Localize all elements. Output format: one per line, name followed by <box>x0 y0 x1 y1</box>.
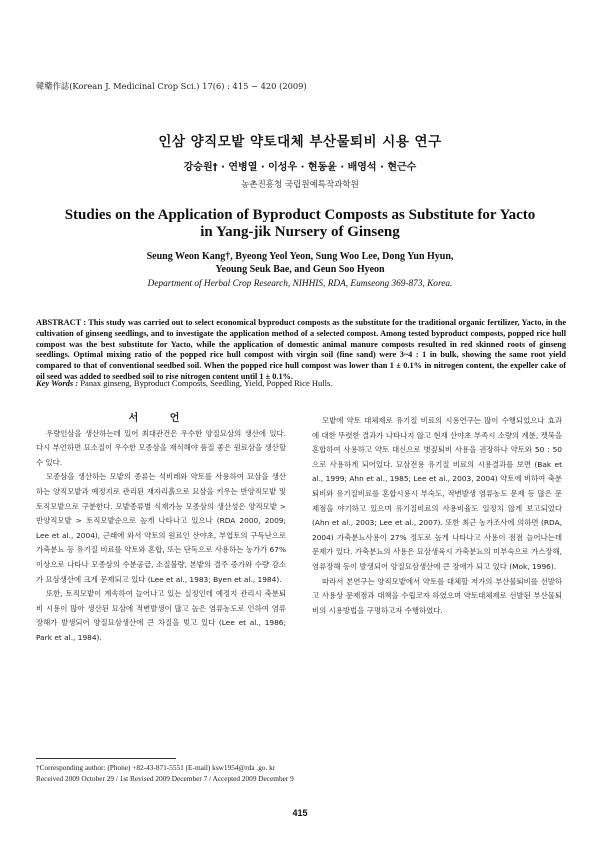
korean-title: 인삼 양직모밭 약토대체 부산물퇴비 시용 연구 <box>158 134 442 150</box>
english-authors-line-2: Yeoung Seuk Bae, and Geun Soo Hyeon <box>215 264 385 275</box>
body-paragraph: 모밭에 약토 대체제로 유기질 비료의 시용연구는 많이 수행되었으나 효과에 대한 뚜렷한 결과가 나타나지 않고 현재 산야초 부족시 소량의 계분, 켓묵을 혼합하여 사용하고 약토 대신으로 볏짚퇴비 사용을 권장하나 약토와 50 : 50으로 사용하게 되어있다. 묘삼전용 유기질 비료의 시용결과를 보면 (Bak et al., 1999; Ahn et al., 1985; Lee et al., 2003, 2004) 약토에 비하여 축분퇴비와 유기질비료를 혼합시용시 부숙도, 적변발생 염류농도 문제 등 많은 문제점을 야기하고 있으며 유기질비료의 사용비율도 일정치 않게 보고되었다 (Ahn et al., 2003; Lee et al., 2007). 또한 최근 농가조사에 의하면 (RDA, 2004) 가축분뇨사용이 27% 정도로 높게 나타나고 사용이 점점 늘어나는데 문제가 있다. 가축분뇨의 사용은 묘삼생육시 가축분뇨의 미부숙으로 가스장해, 염류장해 등이 발생되어 양질묘삼생산에 큰 장애가 되고 있다 (Mok, 1996). <box>312 416 562 571</box>
page-number: 415 <box>292 808 308 818</box>
english-title <box>0 207 600 241</box>
footnote-corresponding-author: †Corresponding author: (Phone) +82-43-871-5551 (E-mail) ksw1954@rda .go. kr <box>36 763 276 772</box>
section-heading-introduction: 서 언 <box>128 413 194 424</box>
body-paragraph: 또한, 토직모밭이 계속하여 늘어나고 있는 실정인데 예정지 관리시 축분퇴비 시용이 많아 생산된 묘삼에 적변발생이 많고 높은 염류농도로 인하여 염류장해가 발생되어 양질묘삼생산에 큰 차질을 빚고 있다 (Lee et al., 1986; Park et al., 1984). <box>36 589 286 642</box>
footnote-received-dates: Received 2009 October 29 / 1st Revised 2009 December 7 / Accepted 2009 December 9 <box>36 774 294 783</box>
abstract: ABSTRACT : This study was carried out to select economical byproduct composts as the substitute for the traditional organic fertilizer, Yacto, in the cultivation of ginseng seedlings, and to investigate the application method of a selected compost. Among tested byproduct composts, popped rice hull compost was the best substitute for Yacto, while the application of domestic animal manure composts resulted in red skinned roots of ginseng seedlings. Optimal mixing ratio of the popped rice hull compost with virgin soil (fine sand) were 3~4 : 1 in bulk, showing the same root yield compared to that of conventional seedbed soil. When the popped rice hull compost was lower than 1 ± 0.1% in nitrogen content, the expeller cake of oil seed was added to seedbed soil to rise nitrogen content until 1 ± 0.1%. <box>36 318 566 381</box>
english-title-line-1: Studies on the Application of Byproduct Composts as Substitute for Yacto <box>64 207 536 223</box>
body-column-left <box>36 412 286 646</box>
body-paragraph: 우량인삼을 생산하는데 있어 최대관건은 우수한 양질묘삼의 생산에 있다. 다시 부언하면 묘소질이 우수한 모종삼을 재식해야 품질 좋은 원료삼을 생산할 수 있다. <box>36 428 286 467</box>
english-affiliation: Department of Herbal Crop Research, NIHHIS, RDA, Eumseong 369-873, Korea. <box>147 279 453 289</box>
english-title-line-2: in Yang-jik Nursery of Ginseng <box>200 224 400 240</box>
journal-citation: 韓藥作誌(Korean J. Medicinal Crop Sci.) 17(6) : 415 − 420 (2009) <box>36 81 307 91</box>
body-column-right <box>312 414 562 618</box>
footnote-divider <box>36 758 176 759</box>
english-authors <box>0 250 600 276</box>
english-authors-line-1: Seung Weon Kang†, Byeong Yeol Yeon, Sung Woo Lee, Dong Yun Hyun, <box>146 251 454 262</box>
body-paragraph: 모종삼을 생산하는 모밭의 종류는 석비레와 약토를 사용하여 묘삼을 생산하는 양직모밭과 예정지로 관리된 재자리흙으로 묘삼을 키우는 반양직모밭 및 토직모밭으로 구분한다. 모밭종류별 식재가능 모종삼의 생산성은 양직모밭 > 반양직모밭 > 토직모밭순으로 높게 나타나고 있으나 (RDA 2000, 2009; Lee et al., 2004), 근래에 와서 약토의 원료인 산야초, 부엽토의 구득난으로 가축분뇨 등 유기질 비료를 약토와 혼합, 또는 단독으로 사용하는 농가가 67% 이상으로 나타나 모종삼의 수분공급, 소질불량, 본밭의 결주 증가와 수량 감소가 묘삼생산에 크게 문제되고 있다 (Lee et al., 1983; Byen et al., 1984). <box>36 472 286 584</box>
keywords <box>36 378 566 388</box>
body-paragraph: 따라서 본연구는 양직모밭에서 약토를 대체할 저가의 부산물퇴비를 선발하고 사용상 문제점과 대책을 수립코자 하였으며 약토대체제로 선발된 부산물퇴비의 시용방법을 구명하고자 수행하였다. <box>312 576 562 615</box>
korean-affiliation: 농촌진흥청 국립원예특작과학원 <box>241 180 359 190</box>
korean-authors: 강승원† · 연병열 · 이성우 · 현동윤 · 배영석 · 현근수 <box>183 162 417 173</box>
keywords-text: Panax ginseng, Byproduct Composts, Seedling, Yield, Popped Rice Hulls. <box>80 378 333 388</box>
keywords-label: Key Words : <box>36 378 79 388</box>
